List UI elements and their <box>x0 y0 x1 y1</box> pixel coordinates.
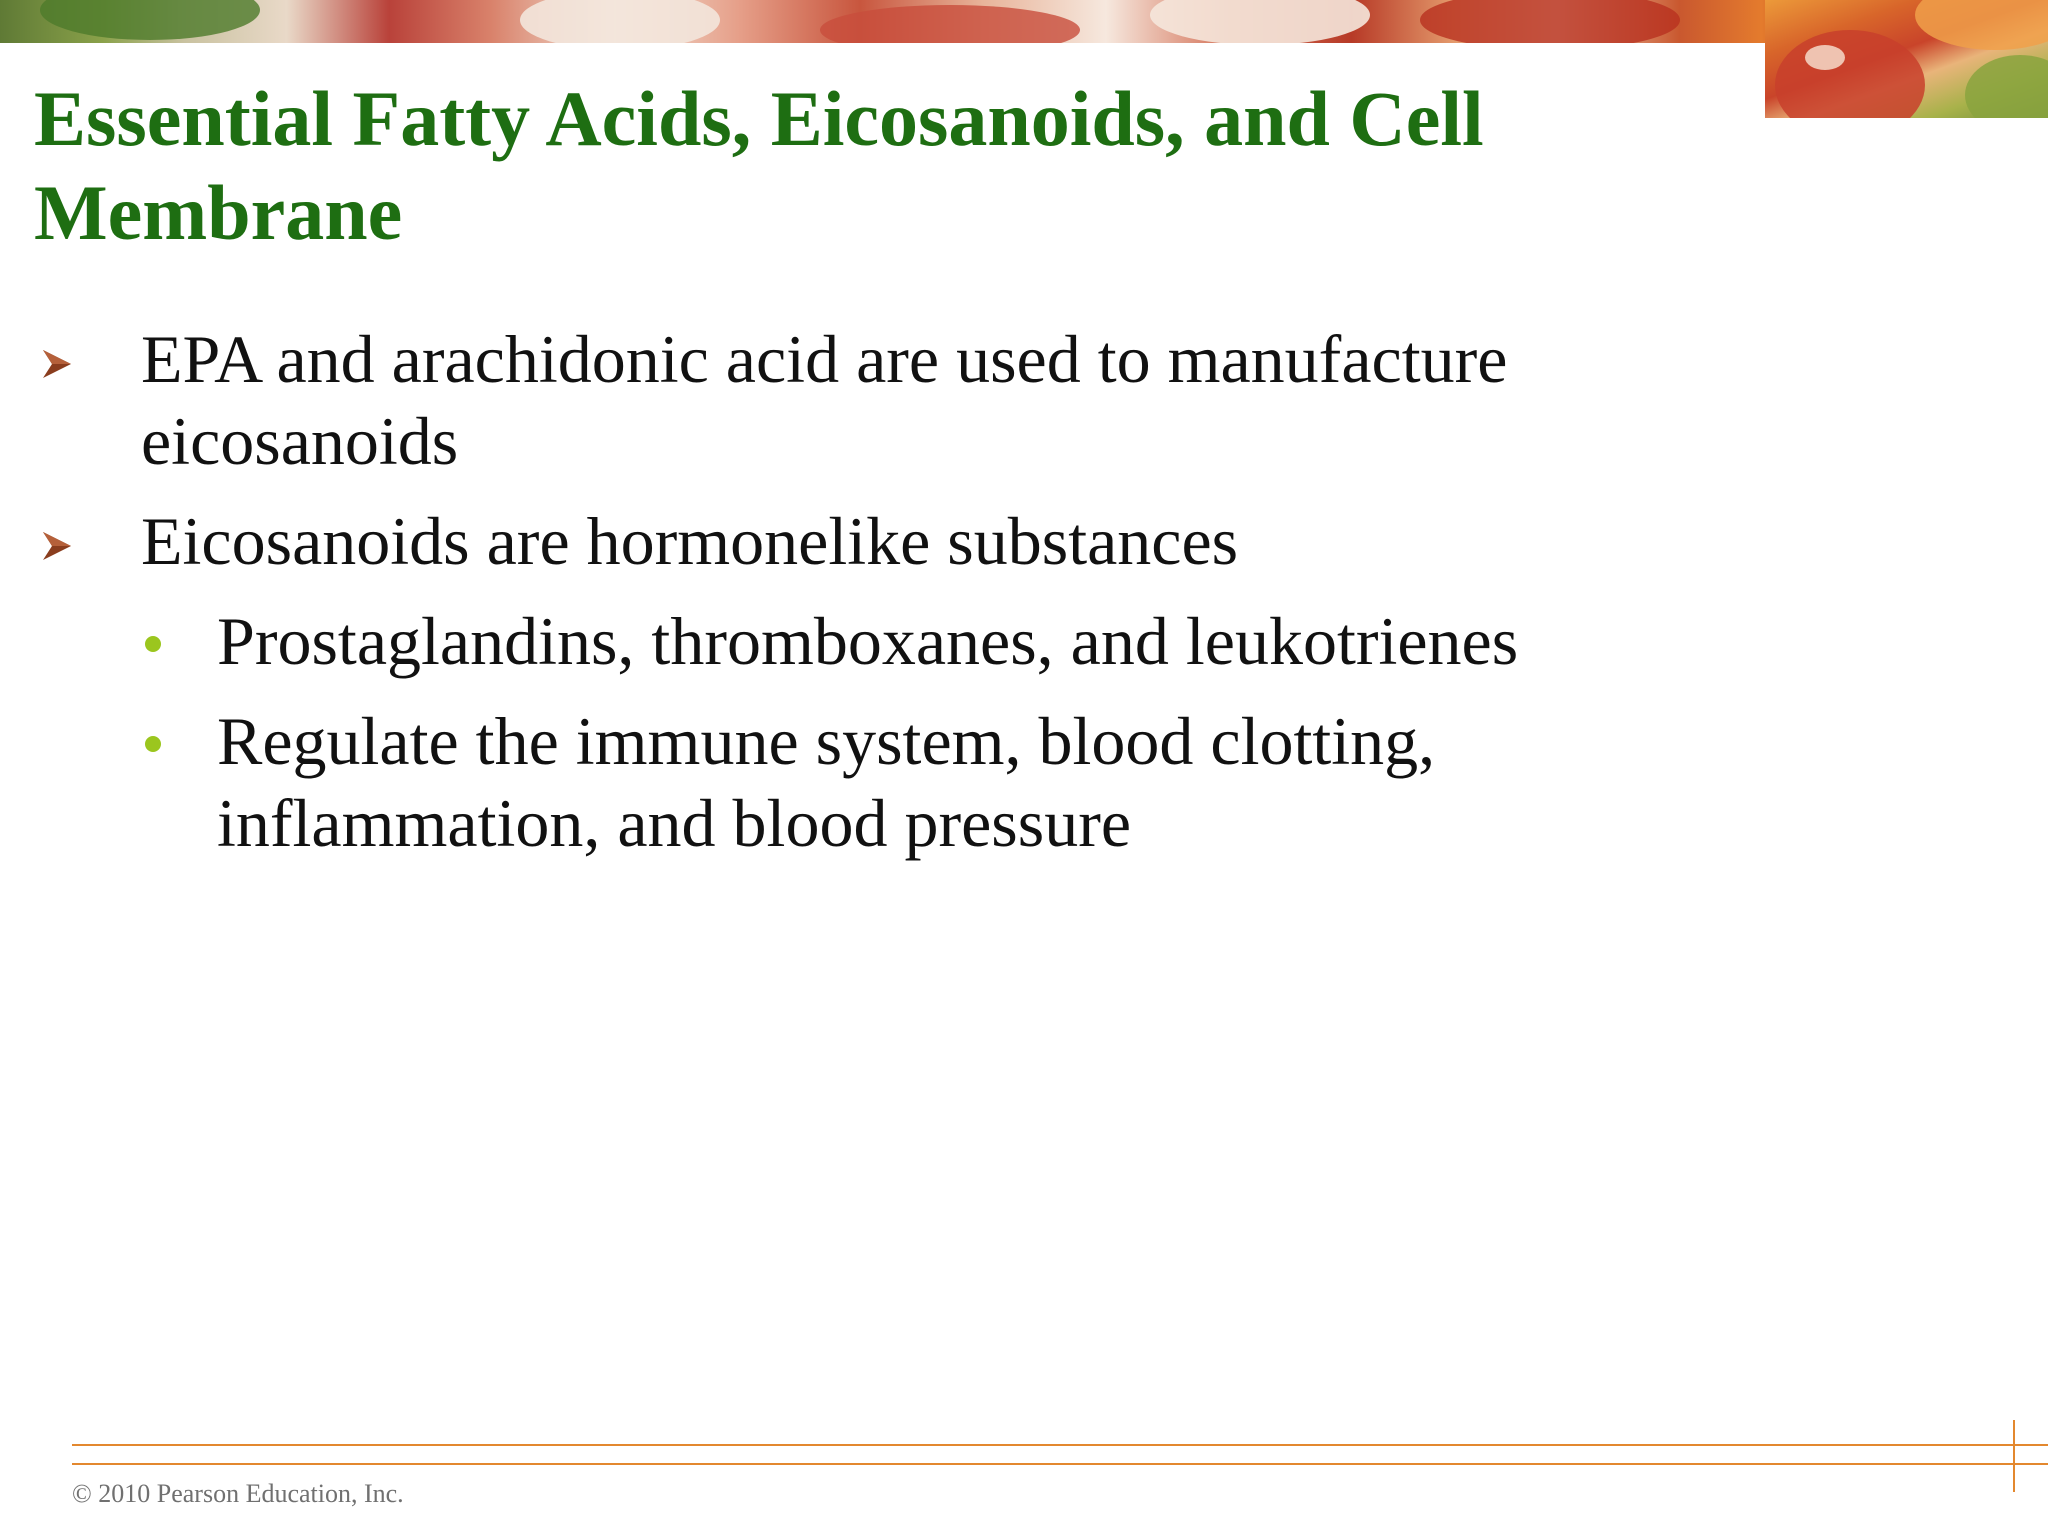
bullet-text: EPA and arachidonic acid are used to manufacture eicosanoids <box>141 321 1508 479</box>
header-photo-band <box>0 0 2048 43</box>
sub-bullet-text: Prostaglandins, thromboxanes, and leukotrienes <box>217 603 1519 679</box>
footer-rule-bottom <box>72 1463 2048 1465</box>
footer-rule-vertical <box>2013 1420 2015 1492</box>
copyright-notice: © 2010 Pearson Education, Inc. <box>72 1479 404 1508</box>
bullet-item <box>0 318 1760 482</box>
sub-bullet-item <box>0 600 1760 682</box>
arrowhead-right-icon <box>40 528 74 564</box>
slide-body <box>0 318 1760 882</box>
slide-title: Essential Fatty Acids, Eicosanoids, and Cell Membrane <box>34 75 1484 256</box>
sub-bullet-item <box>0 700 1760 864</box>
footer-rule-top <box>72 1444 2048 1446</box>
arrowhead-right-icon <box>40 346 74 382</box>
dot-bullet-icon <box>145 636 161 652</box>
bullet-item <box>0 500 1760 582</box>
bullet-text: Eicosanoids are hormonelike substances <box>141 503 1239 579</box>
corner-food-photo <box>1765 0 2048 118</box>
dot-bullet-icon <box>145 736 161 752</box>
sub-bullet-text: Regulate the immune system, blood clotting, inflammation, and blood pressure <box>217 703 1436 861</box>
